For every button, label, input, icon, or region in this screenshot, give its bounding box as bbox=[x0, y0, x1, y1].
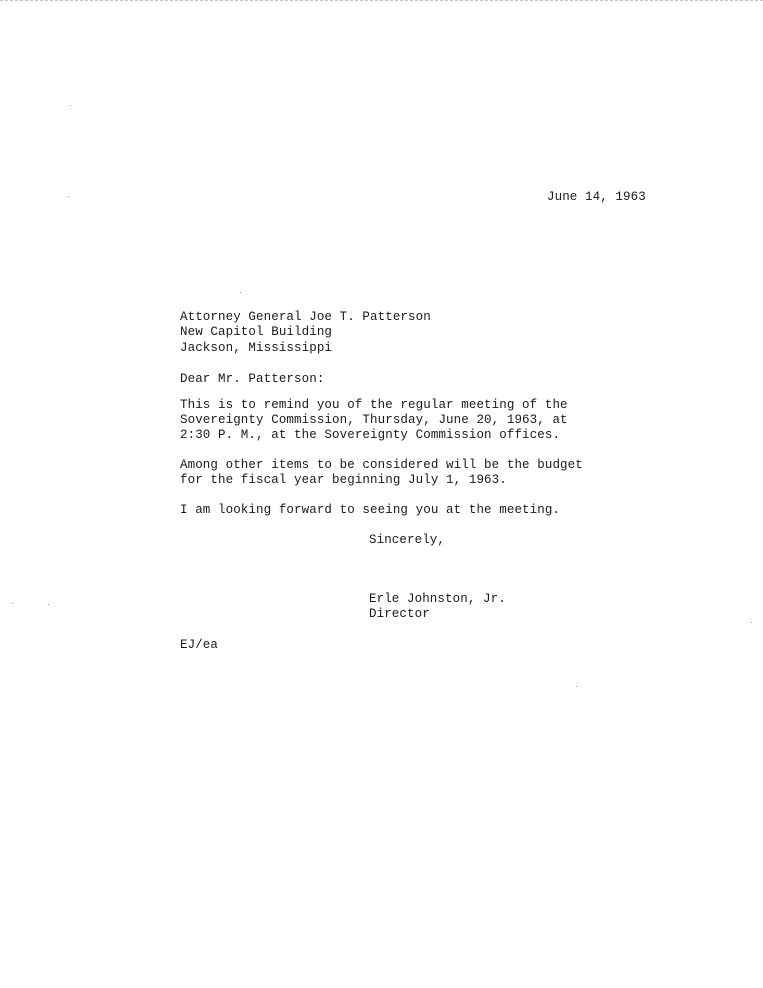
scan-speck bbox=[240, 292, 241, 293]
recipient-line-1: Attorney General Joe T. Patterson bbox=[180, 310, 431, 324]
signer-title: Director bbox=[369, 607, 430, 621]
scan-speck bbox=[12, 603, 13, 604]
recipient-line-2: New Capitol Building bbox=[180, 325, 333, 339]
paragraph-1-line-2: Sovereignty Commission, Thursday, June 20, 1963, at bbox=[180, 413, 568, 427]
salutation: Dear Mr. Patterson: bbox=[180, 372, 325, 386]
closing: Sincerely, bbox=[369, 533, 446, 547]
letter-date: June 14, 1963 bbox=[547, 190, 646, 204]
paragraph-2-line-1: Among other items to be considered will be the budget bbox=[180, 458, 583, 472]
paragraph-1-line-3: 2:30 P. M., at the Sovereignty Commission offices. bbox=[180, 428, 561, 442]
typist-initials: EJ/ea bbox=[180, 638, 219, 652]
paragraph-3-line-1: I am looking forward to seeing you at the meeting. bbox=[180, 503, 561, 517]
scan-speck bbox=[70, 105, 71, 106]
scan-speck bbox=[751, 622, 752, 623]
page-top-border bbox=[0, 0, 763, 1]
scan-speck bbox=[68, 196, 69, 197]
recipient-line-3: Jackson, Mississippi bbox=[180, 341, 333, 355]
signer-name: Erle Johnston, Jr. bbox=[369, 592, 506, 606]
paragraph-1-line-1: This is to remind you of the regular meeting of the bbox=[180, 398, 568, 412]
scan-speck bbox=[48, 604, 49, 605]
paragraph-2-line-2: for the fiscal year beginning July 1, 1963. bbox=[180, 473, 507, 487]
scan-speck bbox=[576, 686, 577, 687]
